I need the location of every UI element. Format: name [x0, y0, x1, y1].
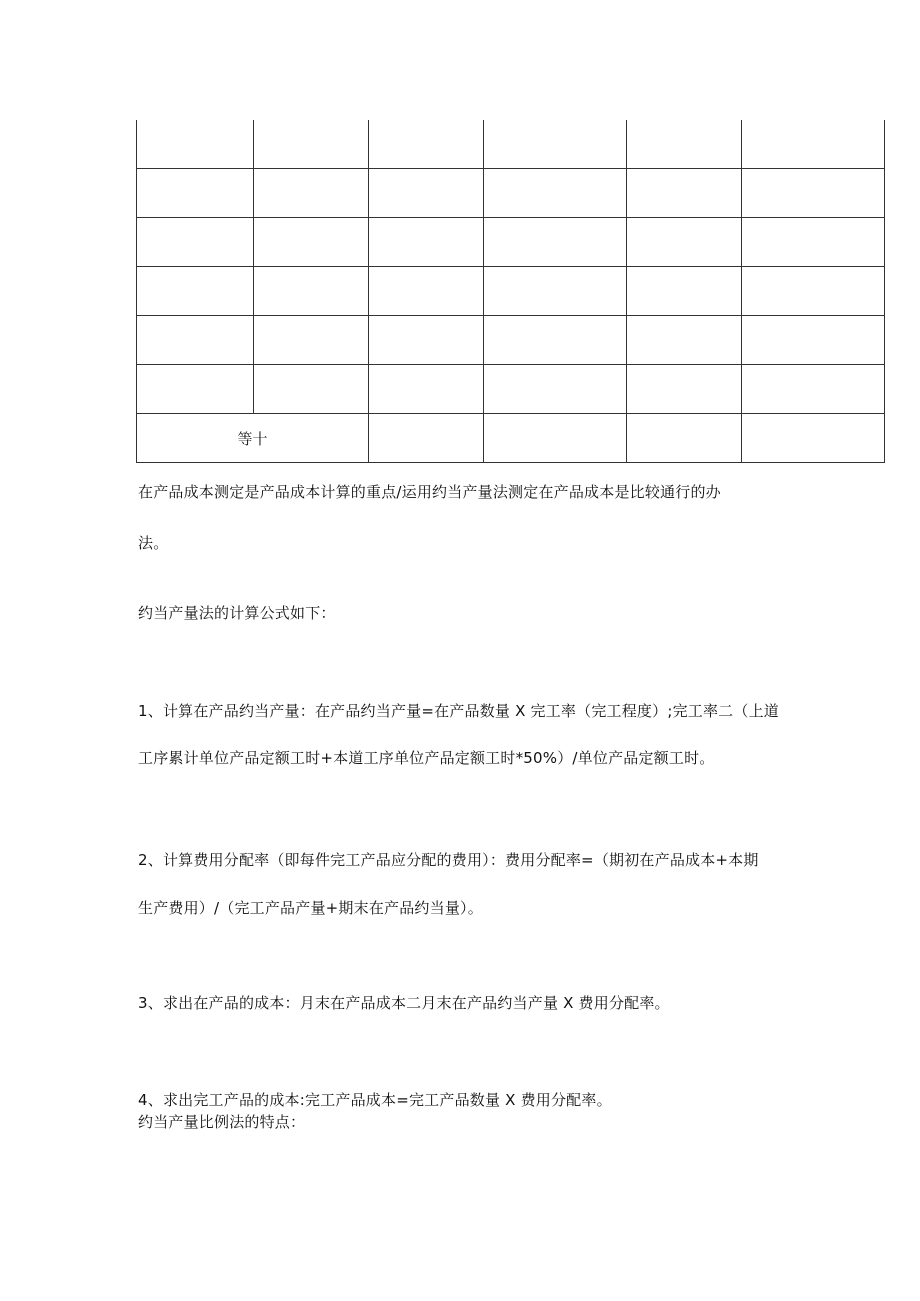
table-cell: [369, 120, 484, 169]
table-cell: [484, 120, 627, 169]
table-cell: [484, 365, 627, 414]
step1-line-1: 1、计算在产品约当产量：在产品约当产量=在产品数量 X 完工率（完工程度）;完工率二（上道: [138, 702, 779, 720]
table-cell: [254, 316, 369, 365]
table-cell: [369, 316, 484, 365]
table-cell: [627, 365, 742, 414]
table-cell: [742, 120, 885, 169]
table-cell: [254, 218, 369, 267]
features-heading: 约当产量比例法的特点：: [138, 1113, 306, 1131]
table-cell: [137, 120, 254, 169]
table-cell: [627, 267, 742, 316]
formula-heading: 约当产量法的计算公式如下：: [138, 604, 336, 622]
table-row: [137, 218, 885, 267]
table-cell: [484, 316, 627, 365]
table-cell: [742, 267, 885, 316]
table-cell: [484, 267, 627, 316]
table-cell: [137, 169, 254, 218]
table-row: [137, 169, 885, 218]
table-cell: [484, 169, 627, 218]
intro-paragraph-line-2: 法。: [138, 534, 169, 552]
table-cell: [137, 316, 254, 365]
table-cell: [627, 169, 742, 218]
table-cell: [627, 218, 742, 267]
table-row: [137, 316, 885, 365]
table-cell: [484, 414, 627, 463]
table-cell: [254, 267, 369, 316]
step1-line-2: 工序累计单位产品定额工时+本道工序单位产品定额工时*50%）/单位产品定额工时。: [138, 749, 715, 767]
table-cell: [484, 218, 627, 267]
table-row: [137, 414, 885, 463]
table-cell: [369, 267, 484, 316]
table-row: [137, 267, 885, 316]
table-cell: [627, 120, 742, 169]
table-cell: [369, 218, 484, 267]
table-cell: [369, 365, 484, 414]
table-cell: [369, 169, 484, 218]
step2-line-1: 2、计算费用分配率（即每件完工产品应分配的费用）：费用分配率=（期初在产品成本+本期: [138, 851, 759, 869]
step2-line-2: 生产费用）/（完工产品产量+期末在产品约当量）。: [138, 899, 483, 917]
table-cell: [627, 414, 742, 463]
table-cell: [137, 365, 254, 414]
table-cell: [254, 169, 369, 218]
intro-paragraph-line-1: 在产品成本测定是产品成本计算的重点/运用约当产量法测定在产品成本是比较通行的办: [138, 483, 721, 501]
table-row: [137, 120, 885, 169]
table-cell: [254, 120, 369, 169]
table-row: [137, 365, 885, 414]
table-cell: [369, 414, 484, 463]
table-cell: [742, 218, 885, 267]
table-cell: [742, 316, 885, 365]
table-cell: [742, 169, 885, 218]
table-cell: [254, 365, 369, 414]
table-cell: [742, 365, 885, 414]
table-cell: [137, 267, 254, 316]
table-total-label: 等十: [137, 414, 369, 463]
table-cell: [627, 316, 742, 365]
step4-text: 4、求出完工产品的成本:完工产品成本=完工产品数量 X 费用分配率。: [138, 1091, 612, 1109]
table-cell: [137, 218, 254, 267]
data-table: [136, 120, 885, 463]
table-cell: [742, 414, 885, 463]
step3-text: 3、求出在产品的成本：月末在产品成本二月末在产品约当产量 X 费用分配率。: [138, 994, 670, 1012]
